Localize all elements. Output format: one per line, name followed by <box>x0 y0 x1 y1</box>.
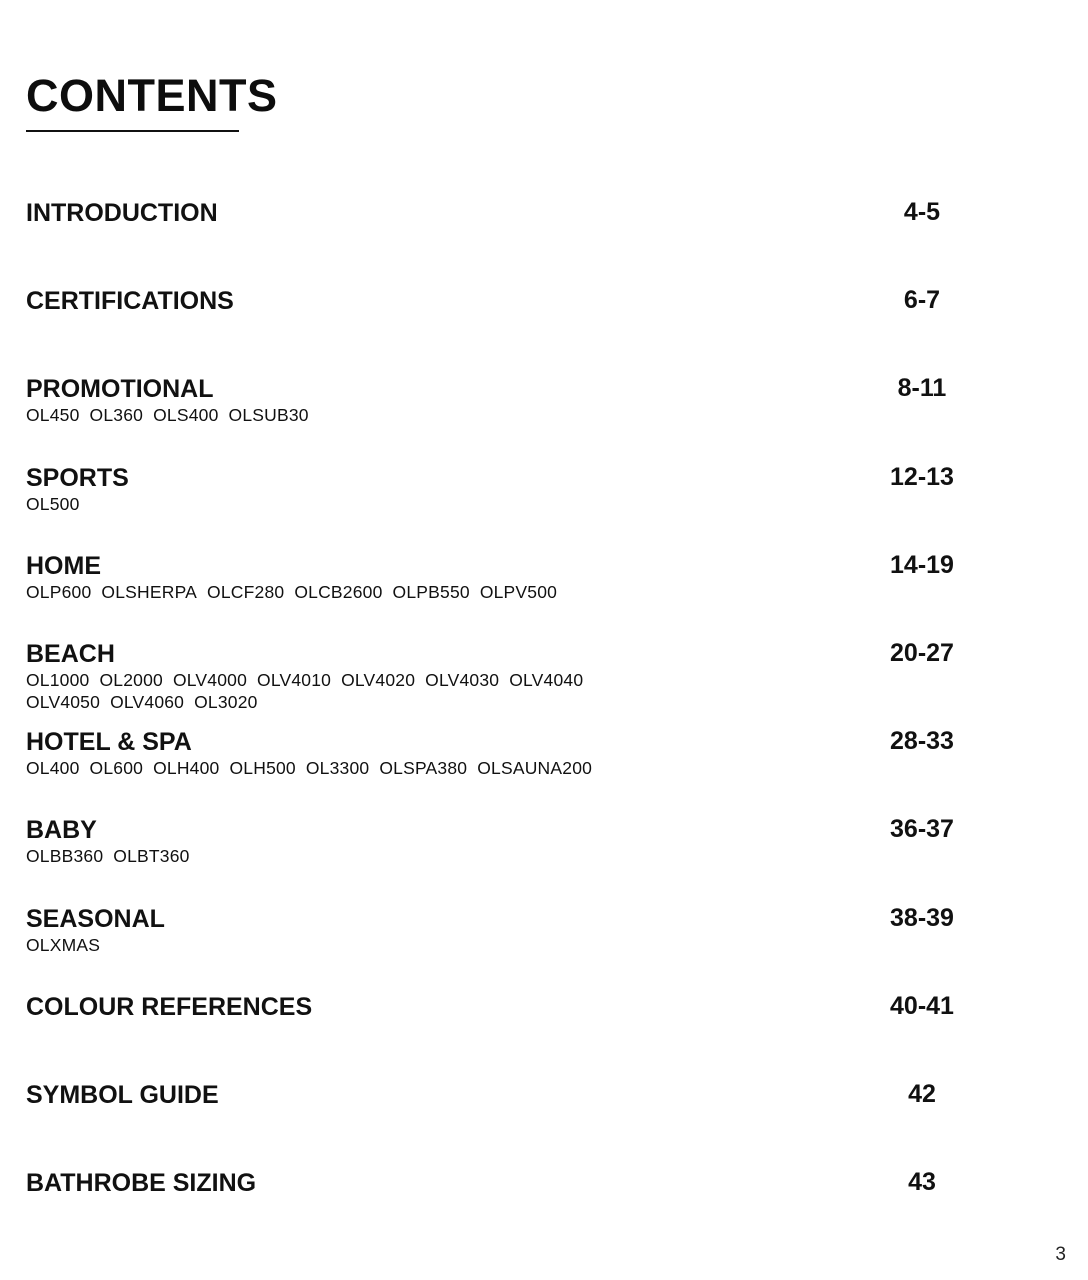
product-code: OLXMAS <box>26 935 101 955</box>
toc-entry-page-range: 42 <box>908 1080 936 1108</box>
product-code-line <box>26 581 567 603</box>
product-code: OL3020 <box>194 692 258 712</box>
toc-entry-product-codes <box>26 934 110 956</box>
product-code: OLV4040 <box>509 670 584 690</box>
toc-entry-page-range: 8-11 <box>897 374 947 402</box>
toc-entry-product-codes <box>26 493 90 515</box>
product-code: OL400 <box>26 758 80 778</box>
toc-entry-page-range: 36-37 <box>890 815 954 843</box>
product-code: OLPV500 <box>479 582 558 602</box>
product-code: OLSPA380 <box>379 758 468 778</box>
product-code: OL2000 <box>99 670 163 690</box>
toc-entry-page-range: 4-5 <box>903 198 941 226</box>
toc-entry-page-range: 40-41 <box>890 992 954 1020</box>
toc-entry-heading: BEACH <box>26 640 115 668</box>
toc-entry-heading: CERTIFICATIONS <box>26 287 234 315</box>
product-code: OLV4060 <box>110 692 185 712</box>
product-code: OLV4030 <box>425 670 500 690</box>
product-code: OLH400 <box>153 758 220 778</box>
product-code: OLV4000 <box>172 670 248 690</box>
product-code: OL450 <box>26 405 80 425</box>
toc-entry <box>26 463 966 543</box>
toc-entry-page-range: 20-27 <box>890 639 954 667</box>
product-code-line <box>26 845 200 867</box>
product-code: OLPB550 <box>392 582 470 602</box>
toc-entry <box>26 639 966 719</box>
toc-entry-heading: HOME <box>26 552 101 580</box>
product-code-line <box>26 934 110 956</box>
toc-entry-page-range: 6-7 <box>903 286 941 314</box>
page-title: CONTENTS <box>26 70 278 121</box>
toc-entry-page-range: 43 <box>908 1168 936 1196</box>
product-code: OLH500 <box>229 758 296 778</box>
product-code-line <box>26 404 319 426</box>
product-code: OL500 <box>26 494 80 514</box>
toc-entry-page-range: 38-39 <box>890 904 954 932</box>
toc-entry-heading: BABY <box>26 816 97 844</box>
toc-entry <box>26 992 966 1072</box>
product-code: OL3300 <box>305 758 370 778</box>
toc-entry <box>26 198 966 278</box>
toc-entry <box>26 286 966 366</box>
product-code: OLSAUNA200 <box>477 758 593 778</box>
product-code: OLP600 <box>26 582 92 602</box>
toc-entry <box>26 727 966 807</box>
toc-entry-heading: SEASONAL <box>26 905 165 933</box>
toc-entry-product-codes <box>26 581 567 603</box>
toc-entry-product-codes <box>26 404 319 426</box>
product-code: OL360 <box>89 405 144 425</box>
toc-entry <box>26 1168 966 1248</box>
toc-entry-heading: SYMBOL GUIDE <box>26 1081 219 1109</box>
title-underline <box>26 130 239 132</box>
toc-entry-product-codes <box>26 845 200 867</box>
product-code-line <box>26 757 602 779</box>
product-code-line <box>26 691 593 713</box>
toc-entry-heading: PROMOTIONAL <box>26 375 214 403</box>
product-code: OL600 <box>89 758 144 778</box>
product-code: OLSUB30 <box>228 405 309 425</box>
product-code: OLV4010 <box>257 670 332 690</box>
toc-entry-heading: SPORTS <box>26 464 129 492</box>
product-code-line <box>26 669 593 691</box>
toc-entry-page-range: 12-13 <box>890 463 954 491</box>
toc-entry-product-codes <box>26 669 593 713</box>
toc-entry-product-codes <box>26 757 602 779</box>
toc-entry <box>26 1080 966 1160</box>
product-code: OLCB2600 <box>294 582 383 602</box>
toc-entry-heading: BATHROBE SIZING <box>26 1169 257 1197</box>
toc-entry-page-range: 28-33 <box>890 727 954 755</box>
toc-entry-heading: INTRODUCTION <box>26 199 218 227</box>
product-code: OLV4020 <box>341 670 416 690</box>
product-code: OLS400 <box>153 405 219 425</box>
toc-entry <box>26 551 966 631</box>
toc-entry-page-range: 14-19 <box>890 551 954 579</box>
toc-entry <box>26 904 966 984</box>
product-code: OLV4050 <box>26 692 101 712</box>
toc-entry-heading: HOTEL & SPA <box>26 728 192 756</box>
page-number: 3 <box>1055 1244 1066 1265</box>
toc-entry-heading: COLOUR REFERENCES <box>26 993 313 1021</box>
product-code: OLBB360 <box>26 846 104 866</box>
product-code: OLSHERPA <box>101 582 198 602</box>
product-code-line <box>26 493 90 515</box>
toc-entry <box>26 374 966 454</box>
product-code: OLCF280 <box>207 582 285 602</box>
product-code: OL1000 <box>26 670 90 690</box>
toc-entry <box>26 815 966 895</box>
product-code: OLBT360 <box>113 846 190 866</box>
